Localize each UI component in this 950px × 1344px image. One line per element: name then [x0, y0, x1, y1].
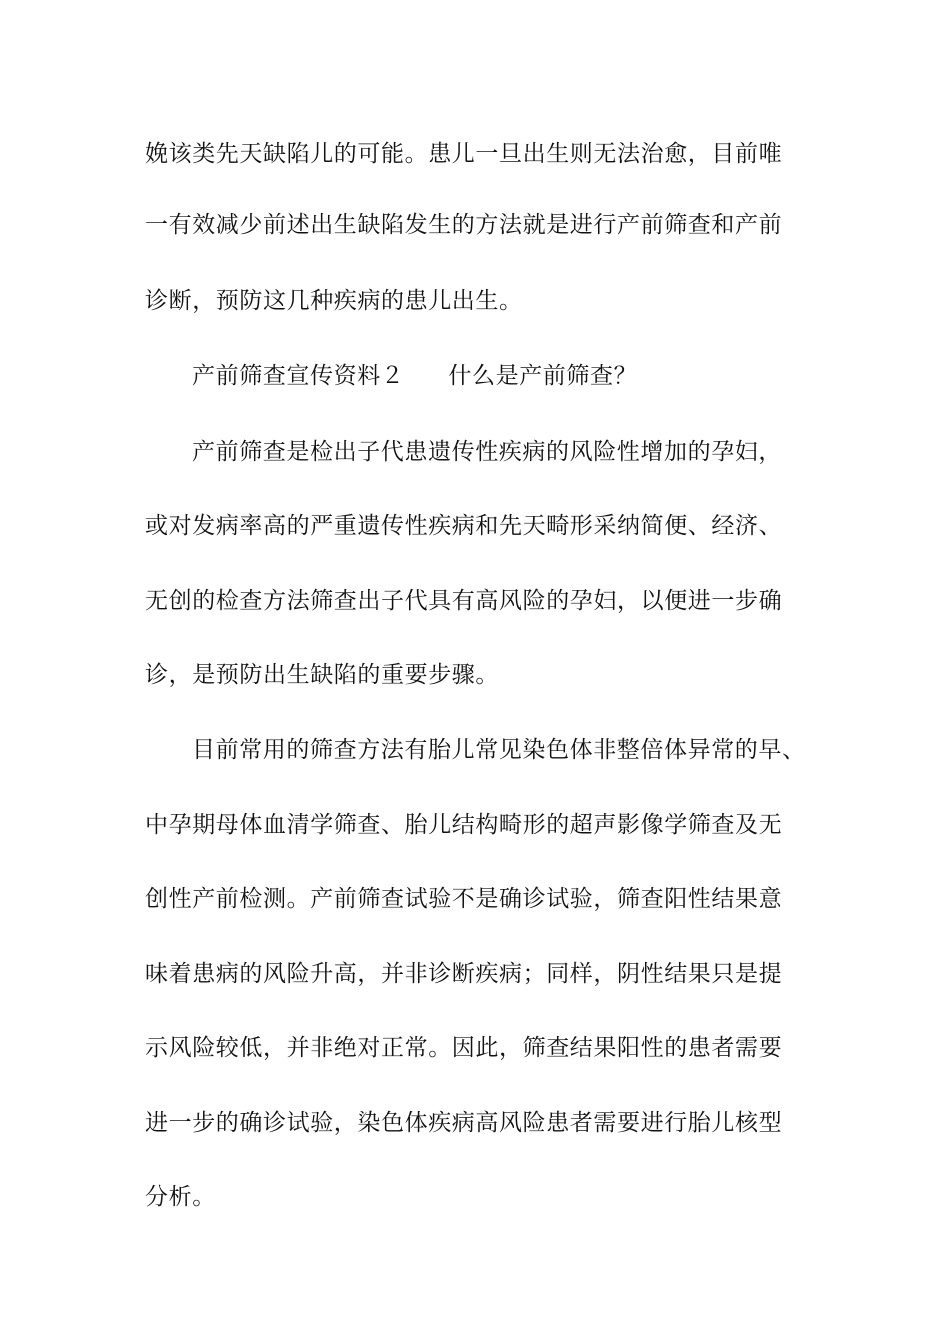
paragraph-1-line-2: 一有效减少前述出生缺陷发生的方法就是进行产前筛查和产前: [145, 212, 783, 238]
section-heading: [192, 359, 872, 393]
paragraph-2-line-3: 无创的检查方法筛查出子代具有高风险的孕妇，以便进一步确: [145, 588, 783, 614]
paragraph-2-line-1: 产前筛查是检出子代患遗传性疾病的风险性增加的孕妇，: [192, 439, 782, 465]
paragraph-3-line-4: 味着患病的风险升高，并非诊断疾病；同样，阴性结果只是提: [145, 961, 783, 987]
heading-right: 什么是产前筛查？: [448, 363, 638, 389]
paragraph-3-line-5: 示风险较低，并非绝对正常。因此，筛查结果阳性的患者需要: [145, 1035, 783, 1061]
paragraph-2-line-2: 或对发病率高的严重遗传性疾病和先天畸形采纳简便、经济、: [145, 513, 783, 539]
paragraph-1-line-3: 诊断，预防这几种疾病的患儿出生。: [145, 288, 523, 314]
paragraph-3-line-6: 进一步的确诊试验，染色体疾病高风险患者需要进行胎儿核型: [145, 1110, 783, 1136]
paragraph-3-line-1: 目前常用的筛查方法有胎儿常见染色体非整倍体异常的早、: [192, 737, 806, 763]
paragraph-3-line-3: 创性产前检测。产前筛查试验不是确诊试验，筛查阳性结果意: [145, 886, 783, 912]
heading-left: 产前筛查宣传资料２: [192, 363, 405, 389]
paragraph-3-line-2: 中孕期母体血清学筛查、胎儿结构畸形的超声影像学筛查及无: [145, 812, 783, 838]
paragraph-1-line-1: 娩该类先天缺陷儿的可能。患儿一旦出生则无法治愈，目前唯: [145, 141, 783, 167]
paragraph-2-line-4: 诊，是预防出生缺陷的重要步骤。: [145, 662, 499, 688]
paragraph-3-line-7: 分析。: [145, 1184, 216, 1210]
